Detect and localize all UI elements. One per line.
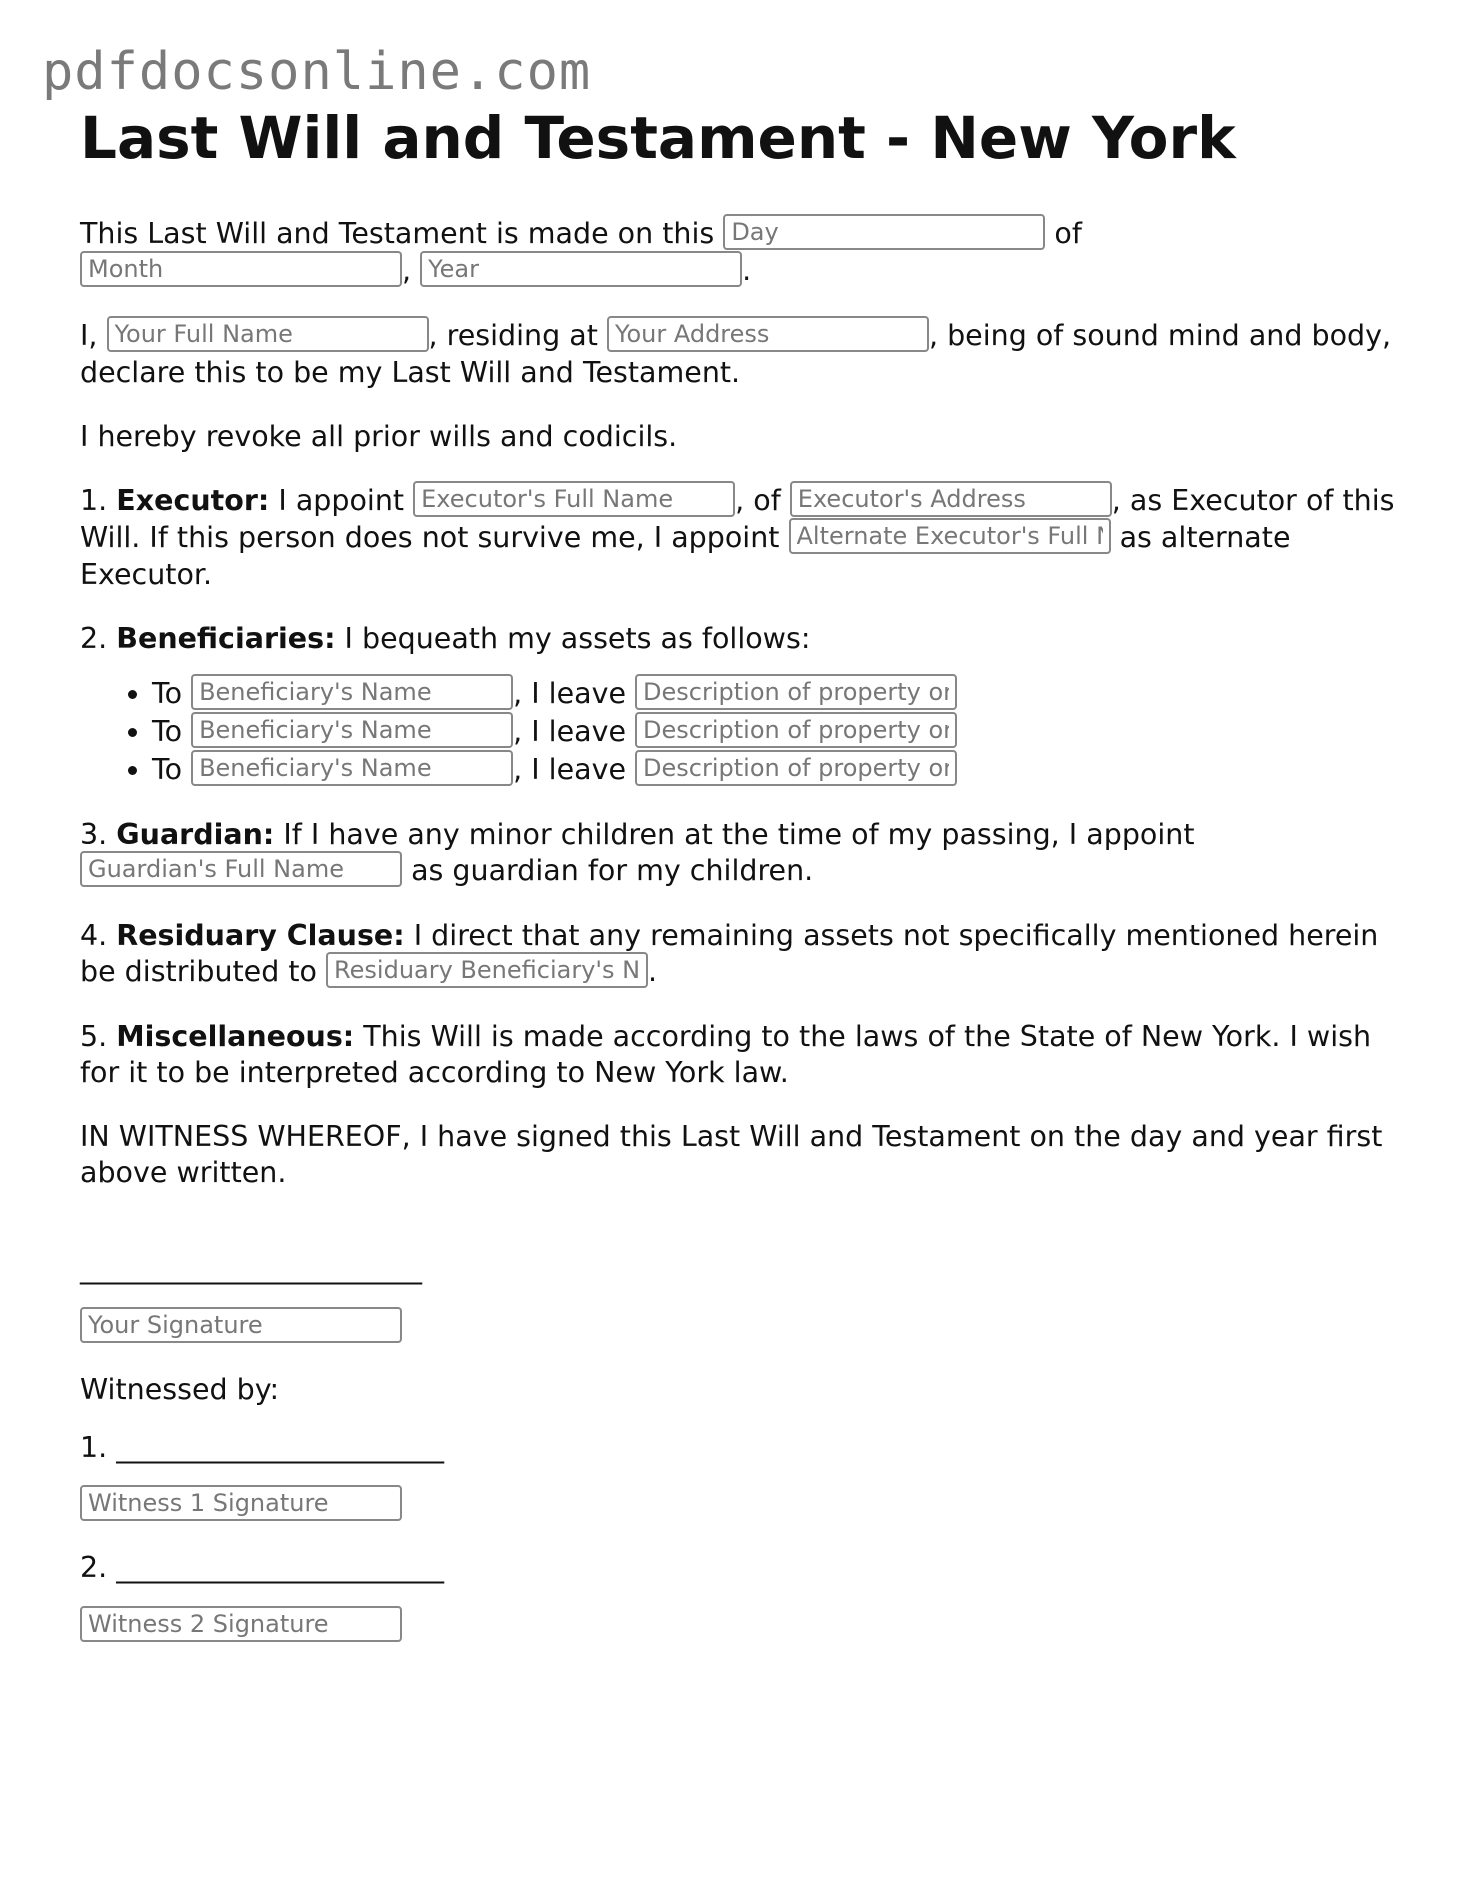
beneficiary-description-input[interactable] [635,712,957,748]
witnessed-by-label: Witnessed by: [80,1372,280,1406]
witness-2-number: 2. [80,1551,108,1584]
revocation-paragraph: I hereby revoke all prior wills and codicils. [80,420,678,453]
beneficiary-to-text: To [152,753,183,786]
intro-of-text: of [1054,217,1082,250]
beneficiaries-text: I bequeath my assets as follows: [344,622,811,655]
beneficiary-to-text: To [152,677,183,710]
intro-text: This Last Will and Testament is made on this [80,217,715,250]
list-item [152,713,1400,751]
declaration-end-text: , being of sound mind and body, declare this to be my Last Will and Testament. [80,319,1392,389]
signature-input[interactable] [80,1307,402,1343]
beneficiary-name-input[interactable] [191,674,513,710]
signature-line: ________________________ [80,1252,422,1285]
month-input[interactable] [80,251,402,287]
residuary-text: I direct that any remaining assets not specifically mentioned herein be distributed to [80,919,1379,988]
residuary-number: 4. [80,919,108,952]
intro-paragraph [80,216,1400,290]
list-item [152,675,1400,713]
miscellaneous-number: 5. [80,1020,108,1053]
declaration-residing-text: , residing at [428,319,598,352]
watermark: pdfdocsonline.com [42,42,592,102]
day-input[interactable] [723,214,1045,250]
witness-1-field-wrapper [80,1488,1400,1525]
witness-1-underline: _______________________ [116,1430,445,1464]
beneficiary-description-input[interactable] [635,674,957,710]
executor-number: 1. [80,484,108,517]
guardian-section [80,817,1400,890]
intro-period: . [742,254,752,287]
alternate-executor-input[interactable] [789,518,1111,554]
signature-field-wrapper [80,1309,1400,1346]
beneficiary-leave-text: , I leave [513,715,626,748]
executor-heading: Executor: [116,484,270,517]
residuary-section [80,918,1400,991]
executor-name-input[interactable] [413,481,735,517]
beneficiary-description-input[interactable] [635,750,957,786]
witness-2-line [80,1550,1400,1586]
executor-address-input[interactable] [790,481,1112,517]
executor-appoint-text: I appoint [278,484,405,517]
witness-2-underline: _______________________ [116,1551,445,1584]
beneficiary-leave-text: , I leave [513,753,626,786]
residuary-beneficiary-input[interactable] [326,952,648,988]
will-document [80,100,1400,1671]
declaration-paragraph [80,318,1400,391]
residuary-heading: Residuary Clause: [116,919,405,952]
guardian-end-text: as guardian for my children. [411,854,814,887]
page-title: Last Will and Testament - New York [80,104,1236,172]
full-name-input[interactable] [107,316,429,352]
intro-comma: , [402,254,412,287]
witness-2-field-wrapper [80,1608,1400,1645]
residuary-period: . [648,955,658,988]
witness-1-number: 1. [80,1430,108,1464]
executor-as-text: , as Executor of this Will. If this person does not survive me, I appoint [80,484,1395,554]
beneficiaries-list [80,675,1400,789]
list-item [152,751,1400,789]
address-input[interactable] [607,316,929,352]
declaration-i-text: I, [80,319,98,352]
witness-2-signature-input[interactable] [80,1606,402,1642]
beneficiaries-number: 2. [80,622,108,655]
guardian-name-input[interactable] [80,851,402,887]
witness-clause: IN WITNESS WHEREOF, I have signed this Last Will and Testament on the day and year first above written. [80,1120,1383,1189]
miscellaneous-text: This Will is made according to the laws of the State of New York. I wish for it to be interpreted according to New York law. [80,1020,1372,1089]
executor-end-text: as alternate Executor. [80,521,1291,591]
witness-1-line [80,1430,1400,1466]
beneficiary-to-text: To [152,715,183,748]
guardian-number: 3. [80,818,108,851]
guardian-heading: Guardian: [116,818,275,851]
witness-1-signature-input[interactable] [80,1485,402,1521]
beneficiary-leave-text: , I leave [513,677,626,710]
beneficiary-name-input[interactable] [191,750,513,786]
executor-of-text: , of [735,484,781,517]
beneficiaries-section [80,621,1400,657]
guardian-text: If I have any minor children at the time of my passing, I appoint [283,818,1195,851]
executor-section [80,483,1400,593]
miscellaneous-heading: Miscellaneous: [116,1020,355,1053]
year-input[interactable] [420,251,742,287]
beneficiary-name-input[interactable] [191,712,513,748]
miscellaneous-section [80,1019,1400,1091]
beneficiaries-heading: Beneficiaries: [116,622,336,655]
